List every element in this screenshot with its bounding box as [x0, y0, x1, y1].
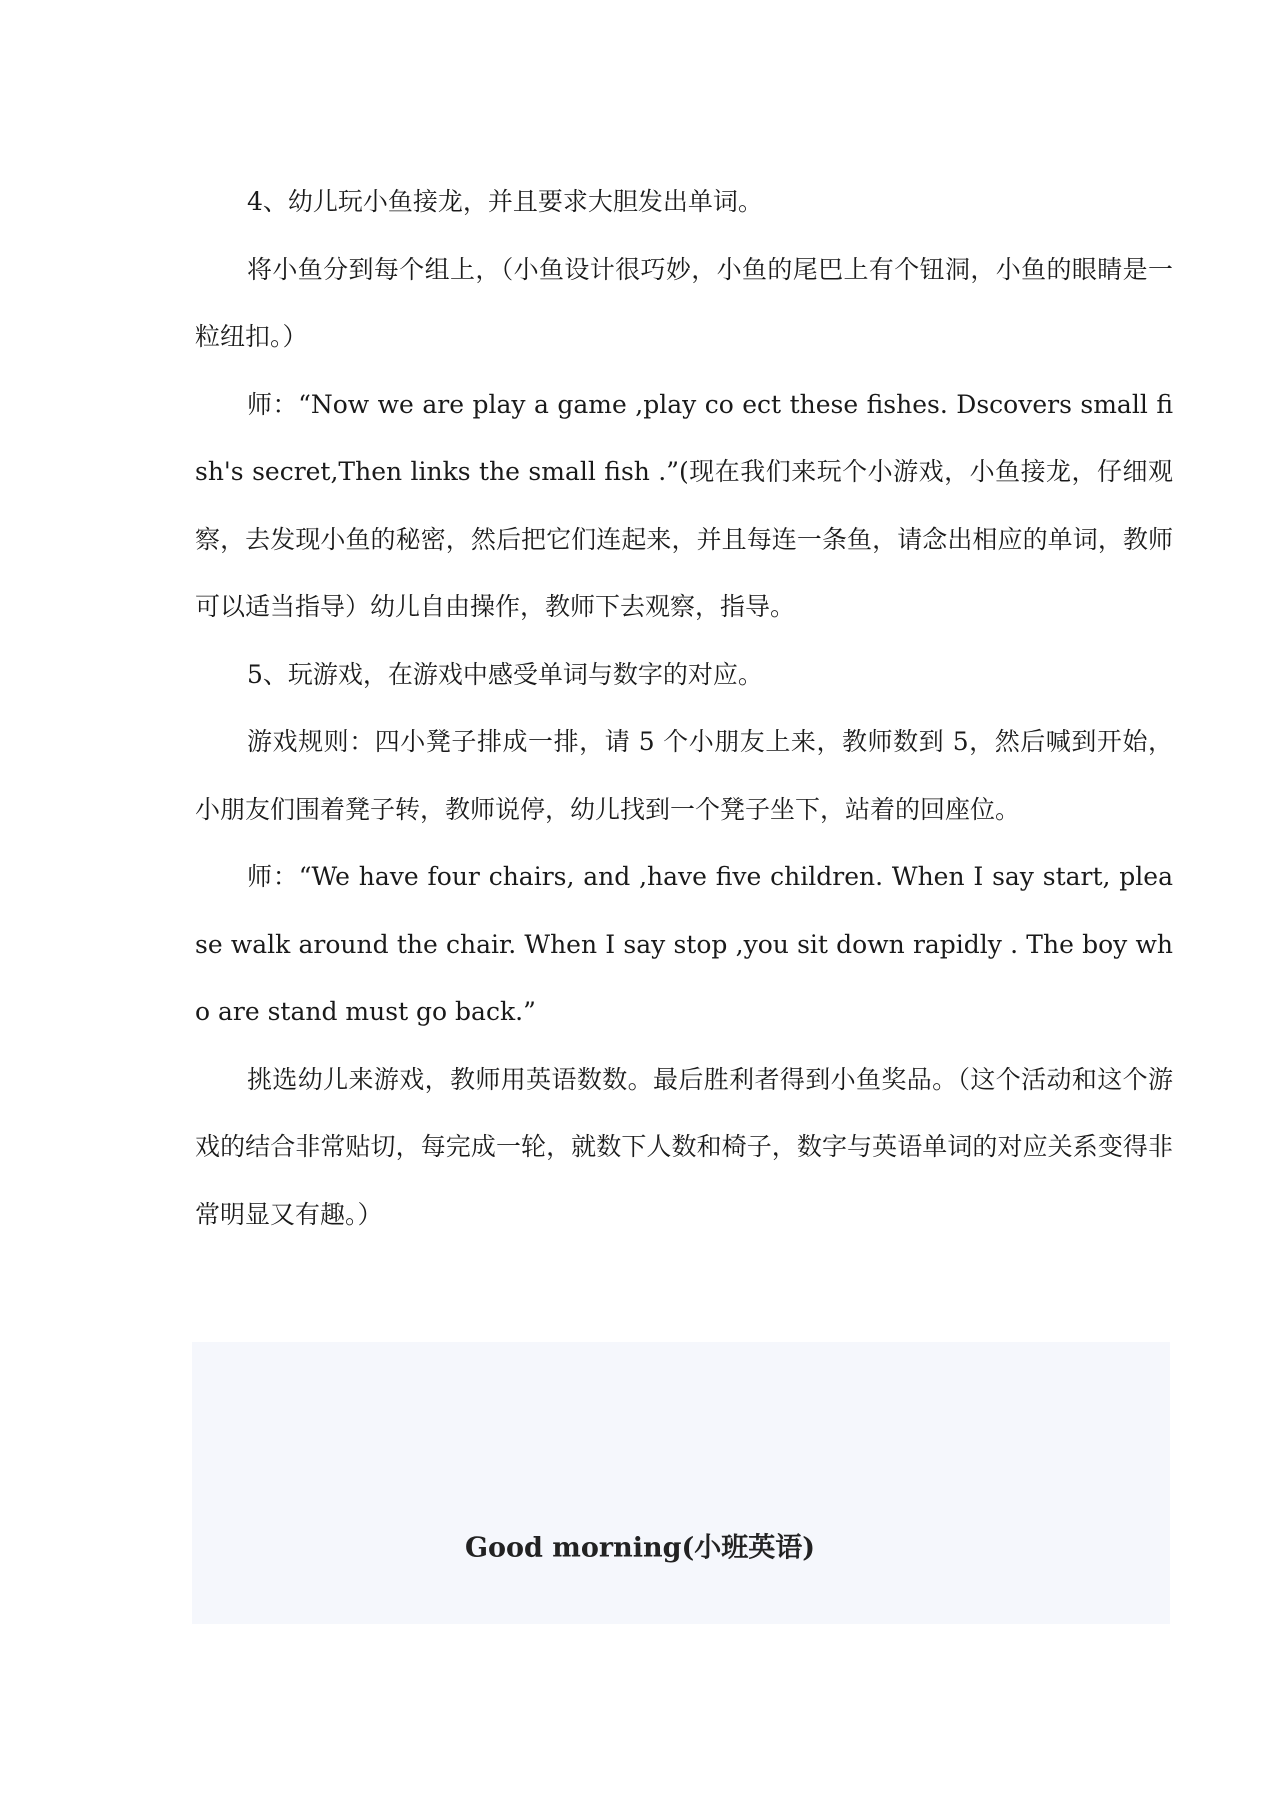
paragraph-fish-distribution: 将小鱼分到每个组上，（小鱼设计很巧妙，小鱼的尾巴上有个钮洞，小鱼的眼睛是一粒纽扣。） [195, 254, 1173, 351]
paragraph-teacher-fish-game: 师：“Now we are play a game ,play co ect these fishes. Dscovers small fish's secret,Then links the small fish .”(现在我们来玩个小游戏，小鱼接龙，仔细观察，去发现小鱼的秘密，然后把它们连起来，并且每连一条鱼，请念出相应的单词，教师可以适当指导）幼儿自由操作，教师下去观察，指导。 [195, 389, 1173, 621]
banner-title: Good morning(小班英语) [464, 1532, 816, 1564]
paragraph-game-rules: 游戏规则：四小凳子排成一排，请 5 个小朋友上来，教师数到 5，然后喊到开始，小朋友们围着凳子转，教师说停，幼儿找到一个凳子坐下，站着的回座位。 [195, 727, 1173, 824]
paragraph-teacher-chairs: 师：“We have four chairs, and ,have five children. When I say start, please walk around the chair. When I say stop ,you sit down rapidly . The boy who are stand must go back.” [195, 862, 1173, 1026]
document-body [195, 168, 1173, 1248]
title-banner [192, 1342, 1170, 1624]
paragraph-selection: 挑选幼儿来游戏，教师用英语数数。最后胜利者得到小鱼奖品。（这个活动和这个游戏的结合非常贴切，每完成一轮，就数下人数和椅子，数字与英语单词的对应关系变得非常明显又有趣。） [195, 1064, 1173, 1229]
paragraph-step-5: 5、玩游戏，在游戏中感受单词与数字的对应。 [247, 659, 763, 689]
paragraph-step-4: 4、幼儿玩小鱼接龙，并且要求大胆发出单词。 [247, 187, 763, 216]
